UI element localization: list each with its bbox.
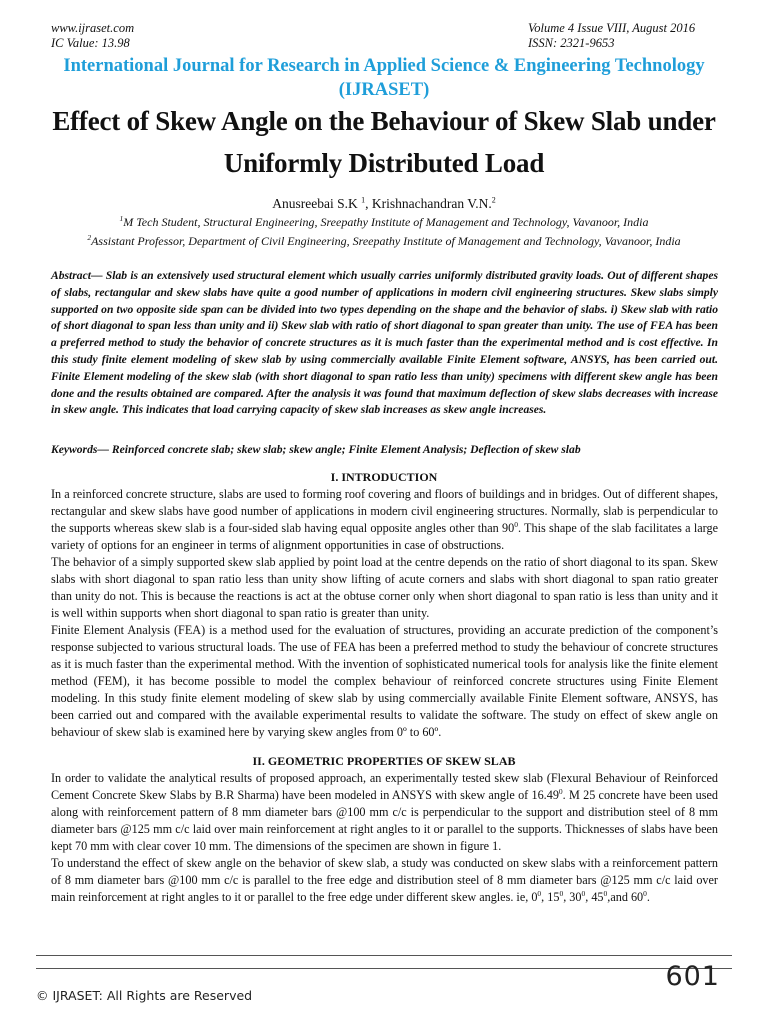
author-line	[40, 196, 728, 212]
affiliation-2	[40, 234, 728, 249]
copyright-notice: © IJRASET: All Rights are Reserved	[36, 988, 253, 1003]
affiliation-1-text: M Tech Student, Structural Engineering, Sreepathy Institute of Management and Technology, Vavanoor, India	[123, 215, 649, 229]
geom-p2-text: To understand the effect of skew angle on the behavior of skew slab, a study was conducted on skew slabs with a reinforcement pattern of 8 mm diameter bars @100 mm c/c is parallel to the free edge and distribution steel of 8 mm diameter bars @125 mm c/c laid over main reinforcement at right angles to it or parallel to the free edge under different skew angles. ie, 0	[51, 856, 718, 904]
author-1-mark: 1	[361, 195, 366, 205]
geom-p1-text-cont: . M 25 concrete have been used along with reinforcement pattern of 8 mm diameter bars @100 mm c/c is perpendicular to the support and distribution steel of 8 mm diameter bars @125 mm c/c laid over main reinforcement at right angles to it or parallel to the supports. Thicknesses of slabs have been kept 70 mm with clear cover 10 mm. The dimensions of the specimen are shown in figure 1.	[51, 788, 718, 853]
affiliation-2-text: Assistant Professor, Department of Civil Engineering, Sreepathy Institute of Management and Technology, Vavanoor, India	[91, 234, 681, 248]
geometric-properties-body	[51, 770, 718, 906]
section-heading-introduction: I. INTRODUCTION	[330, 470, 438, 484]
keywords: Keywords— Reinforced concrete slab; skew slab; skew angle; Finite Element Analysis; Deflection of skew slab	[51, 443, 581, 456]
affiliation-1-mark: 1	[119, 214, 124, 223]
introduction-body	[51, 486, 718, 741]
geom-paragraph-2	[51, 855, 718, 906]
website-url: www.ijraset.com	[51, 21, 135, 35]
angle-text: , 30	[563, 890, 582, 904]
volume-issue: Volume 4 Issue VIII, August 2016	[528, 21, 696, 35]
angle-text: , 45	[585, 890, 604, 904]
header-right	[528, 21, 716, 51]
author-separator: ,	[365, 196, 372, 211]
intro-paragraph-3: Finite Element Analysis (FEA) is a method used for the evaluation of structures, providing an accurate prediction of the component’s response subjected to various structural loads. The use of FEA has been a preferred method to study the behaviour of concrete structures as it is much faster than the experimental method. With the invention of sophisticated numerical tools for analysis like the finite element method (FEM), it has become possible to model the complex behaviour of reinforced concrete structures using Finite Element modeling. In this study finite element modeling of skew slab by using commercially available Finite Element software, ANSYS, has been carried out and compared with the available experimental results to validate the software. The study on effect of skew angle on behaviour of skew slab is examined here by varying skew angles from 0º to 60º.	[51, 623, 718, 739]
intro-paragraph-2: The behavior of a simply supported skew slab applied by point load at the centre depends on the ratio of short diagonal to its span. Skew slabs with short diagonal to span ratio less than unity show lifting of acute corners and slabs with short diagonal to span ratio greater than unity do not. This is because the reactions is act at the obtuse corner only when short diagonal to span ratio is less than unity and it is well within supports when short diagonal to span ratio is greater than unity.	[51, 555, 718, 620]
author-2-mark: 2	[491, 195, 496, 205]
angle-text: ,and 60	[607, 890, 644, 904]
issn: ISSN: 2321-9653	[528, 36, 615, 50]
ic-value: IC Value: 13.98	[51, 36, 130, 50]
degree-superscript: 0	[603, 888, 608, 898]
page-number: 601	[665, 961, 720, 992]
intro-paragraph-1	[51, 486, 718, 554]
angle-text: , 15	[541, 890, 560, 904]
geom-paragraph-1	[51, 770, 718, 855]
journal-name: International Journal for Research in Applied Science & Engineering Technology (IJRASET)	[63, 56, 705, 100]
degree-superscript: 0	[559, 888, 564, 898]
affiliation-2-mark: 2	[87, 233, 92, 242]
degree-superscript: 0	[581, 888, 586, 898]
footer-rule-bottom	[36, 968, 732, 969]
section-heading-geometric-properties: II. GEOMETRIC PROPERTIES OF SKEW SLAB	[252, 754, 516, 768]
intro-p1-text-cont: . This shape of the slab facilitates a large variety of options for an engineer in terms of alignment opportunities in case of obstructions.	[51, 521, 718, 552]
author-2: Krishnachandran V.N.	[371, 196, 492, 211]
affiliation-1	[40, 215, 728, 230]
footer-rule-top	[36, 955, 732, 956]
geom-p1-text: In order to validate the analytical results of proposed approach, an experimentally tested skew slab (Flexural Behaviour of Reinforced Cement Concrete Skew Slabs by B.R Sharma) have been modeled in ANSYS with skew angle of 16.49	[51, 771, 718, 802]
header-left	[51, 21, 134, 51]
abstract: Abstract— Slab is an extensively used structural element which usually carries uniformly distributed gravity loads. Out of different shapes of slabs, rectangular and skew slabs have quite a good number of applications in modern civil engineering structures. Skew slabs simply supported on two opposite side span can be divided into two types depending on the shape and the behavior of slabs. i) Skew slab with ratio of short diagonal to span less than unity and ii) Skew slab with ratio of short diagonal to span greater than unity. The use of FEA has been a preferred method to study the behavior of concrete structures as it is much faster than the experimental method and is cost effective. In this study finite element modeling of skew slab by using commercially available Finite Element software, ANSYS, has been carried out. Finite Element modeling of the skew slab (with short diagonal to span ratio less than unity) specimens with different skew angle has been done and the results obtained are compared. After the analysis it was found that maximum deflection of skew slabs decreases with increase in skew angle. This indicates that load carrying capacity of skew slab increases as skew angle increases.	[51, 269, 718, 417]
intro-p1-text: In a reinforced concrete structure, slabs are used to forming roof covering and floors of buildings and in bridges. Out of different shapes, rectangular and skew slabs have good number of applications in modern civil engineering structures. Normally, slab is perpendicular to the supports whereas skew slab is a four-sided slab having equal opposite angles other than 90	[51, 487, 718, 535]
degree-superscript: 0	[558, 786, 563, 796]
paper-title: Effect of Skew Angle on the Behaviour of Skew Slab under Uniformly Distributed Load	[52, 106, 716, 178]
degree-superscript: 0	[514, 519, 518, 529]
author-1: Anusreebai S.K	[272, 196, 358, 211]
degree-superscript: 0	[643, 888, 647, 898]
degree-superscript: 0	[537, 888, 542, 898]
angle-text: .	[646, 890, 650, 904]
